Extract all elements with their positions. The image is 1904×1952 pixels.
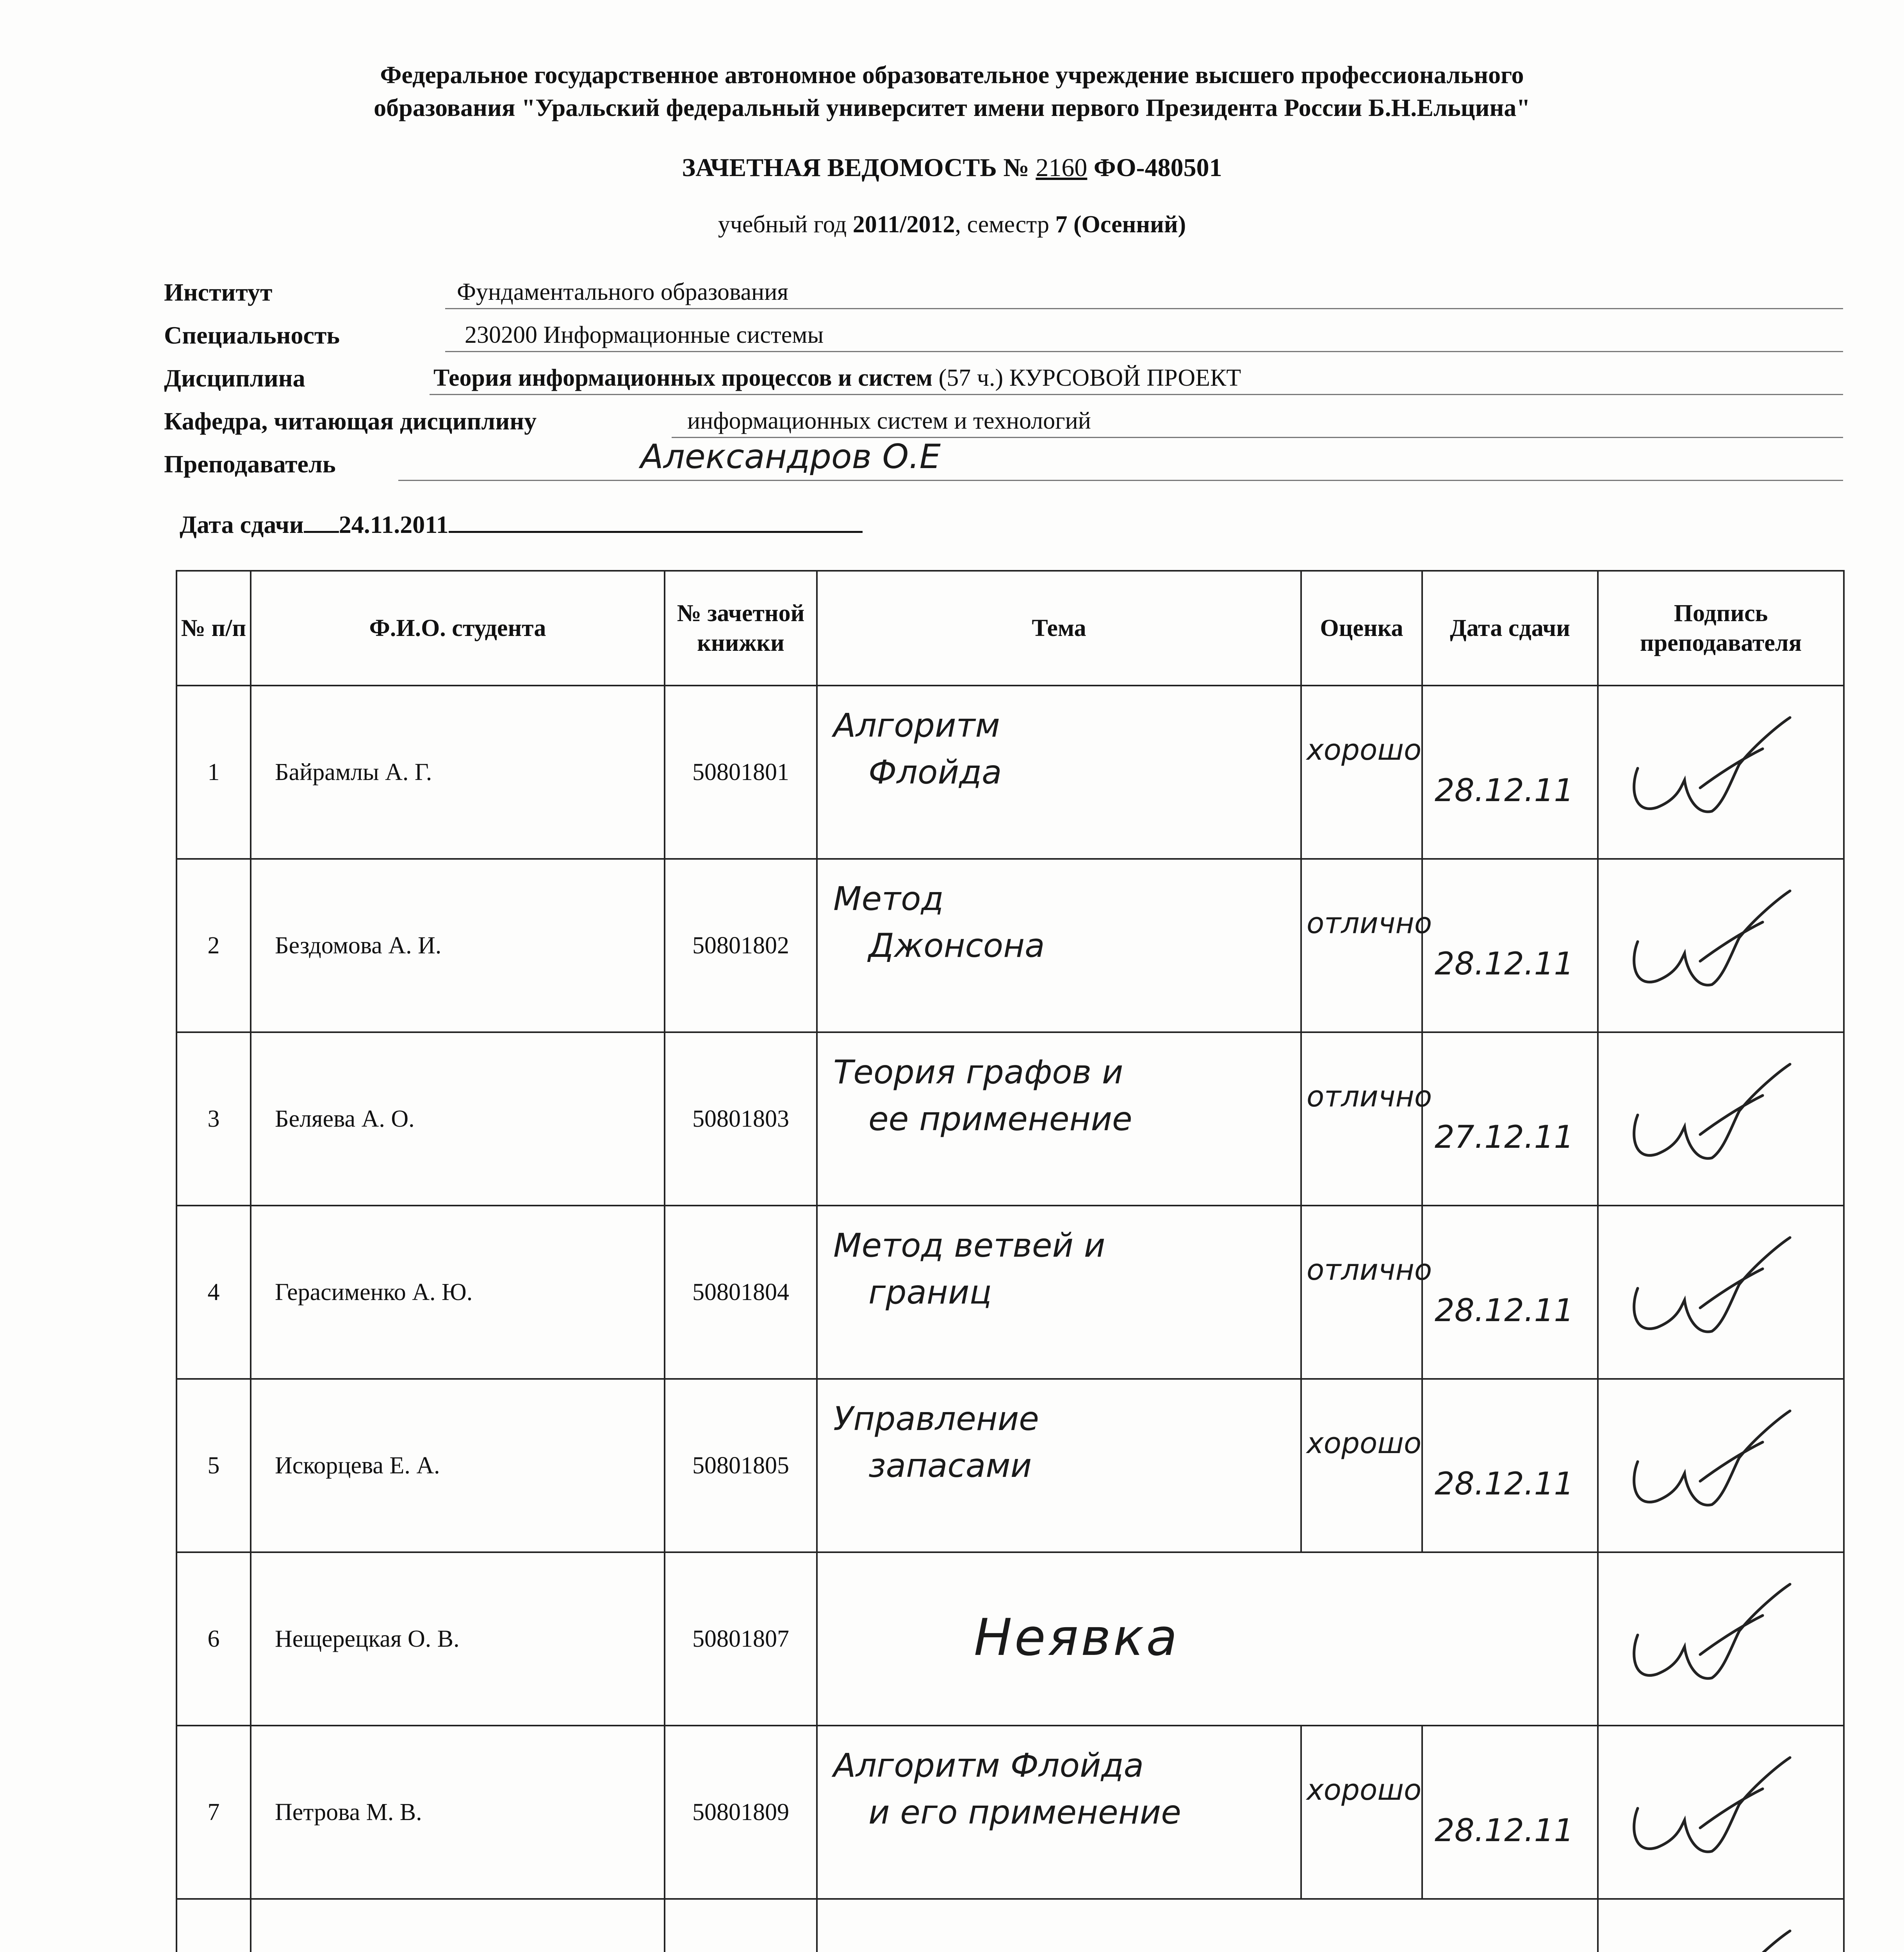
topic-line-1: Управление xyxy=(833,1400,1039,1438)
org-line-1: Федеральное государственное автономное образовательное учреждение высшего профессионального xyxy=(380,61,1524,89)
student-name: Петрова М. В. xyxy=(251,1726,665,1899)
date-text: 27.12.11 xyxy=(1435,1119,1574,1155)
topic-line-2: Флойда xyxy=(868,753,1002,791)
date-text: 28.12.11 xyxy=(1435,1292,1574,1329)
row-num: 2 xyxy=(176,859,251,1032)
year-label: учебный год xyxy=(718,211,847,238)
teacher-label: Преподаватель xyxy=(164,450,336,478)
topic-line-2: границ xyxy=(868,1273,992,1311)
field-specialty xyxy=(164,312,1843,355)
grade-text: хорошо xyxy=(1307,1773,1422,1807)
institute-label: Институт xyxy=(164,278,273,306)
row-num: 4 xyxy=(176,1206,251,1379)
record-book-number: 50801807 xyxy=(665,1552,817,1726)
record-book-number: 50801803 xyxy=(665,1032,817,1206)
teacher-signature-icon xyxy=(1622,1923,1810,1952)
signature-cell xyxy=(1598,1899,1844,1952)
signature-cell xyxy=(1598,1206,1844,1379)
field-discipline xyxy=(164,355,1843,398)
semester: 7 (Осенний) xyxy=(1055,211,1186,238)
date-label: Дата сдачи xyxy=(180,511,304,538)
teacher-line xyxy=(398,480,1843,481)
department-label: Кафедра, читающая дисциплину xyxy=(164,407,537,435)
teacher-signature-icon xyxy=(1622,1750,1810,1875)
table-row xyxy=(176,1552,1844,1726)
teacher-signature-icon xyxy=(1622,1230,1810,1355)
absent-cell xyxy=(817,1552,1598,1726)
record-book-number: 50801809 xyxy=(665,1726,817,1899)
grade-text: хорошо xyxy=(1307,733,1422,767)
signature-cell xyxy=(1598,1379,1844,1552)
date-post-line xyxy=(449,508,863,533)
teacher-signature-icon xyxy=(1622,1576,1810,1701)
topic-text xyxy=(833,702,1002,796)
topic-text xyxy=(833,1049,1132,1142)
topic-cell xyxy=(817,859,1301,1032)
discipline-value xyxy=(433,364,1241,392)
document-title xyxy=(0,153,1904,183)
topic-line-2: Джонсона xyxy=(868,926,1045,965)
topic-line-1: Теория графов и xyxy=(833,1053,1123,1091)
table-header-row xyxy=(176,571,1844,686)
row-num: 5 xyxy=(176,1379,251,1552)
topic-line-1: Алгоритм Флойда xyxy=(833,1746,1144,1785)
field-department xyxy=(164,398,1843,441)
institute-value: Фундаментального образования xyxy=(457,279,788,305)
table-row xyxy=(176,1379,1844,1552)
students-table xyxy=(176,570,1845,1952)
semester-label: , семестр xyxy=(955,211,1049,238)
record-book-number: 50801804 xyxy=(665,1206,817,1379)
student-name: Бездомова А. И. xyxy=(251,859,665,1032)
topic-cell xyxy=(817,1379,1301,1552)
date-cell xyxy=(1422,1726,1598,1899)
grade-cell xyxy=(1301,686,1422,859)
discipline-hours-type: (57 ч.) КУРСОВОЙ ПРОЕКТ xyxy=(938,365,1241,391)
header-date: Дата сдачи xyxy=(1422,571,1598,686)
header-name: Ф.И.О. студента xyxy=(251,571,665,686)
institute-line xyxy=(445,308,1843,309)
date-cell xyxy=(1422,1032,1598,1206)
topic-line-1: Метод ветвей и xyxy=(833,1226,1105,1265)
topic-text xyxy=(833,1742,1181,1836)
org-line-2: образования "Уральский федеральный университет имени первого Президента России Б.Н.Ельцина" xyxy=(374,94,1530,121)
table-row xyxy=(176,1726,1844,1899)
signature-cell xyxy=(1598,1552,1844,1726)
student-name: Нещерецкая О. В. xyxy=(251,1552,665,1726)
signature-cell xyxy=(1598,686,1844,859)
topic-line-2: и его применение xyxy=(868,1793,1181,1831)
topic-text xyxy=(833,1395,1039,1489)
date-value: 24.11.2011 xyxy=(339,511,449,538)
grade-cell xyxy=(1301,1379,1422,1552)
row-num: 7 xyxy=(176,1726,251,1899)
absent-cell xyxy=(817,1899,1598,1952)
teacher-signature-icon xyxy=(1622,1056,1810,1181)
teacher-signature-name: Александров О.Е xyxy=(640,437,941,476)
student-name: Герасименко А. Ю. xyxy=(251,1206,665,1379)
table-row xyxy=(176,1206,1844,1379)
topic-cell xyxy=(817,686,1301,859)
row-num: 3 xyxy=(176,1032,251,1206)
student-name: Беляева А. О. xyxy=(251,1032,665,1206)
submission-date-row xyxy=(180,508,863,539)
record-book-number: 50801802 xyxy=(665,859,817,1032)
topic-line-1: Алгоритм xyxy=(833,706,1000,744)
academic-year: 2011/2012 xyxy=(852,211,955,238)
date-text: 28.12.11 xyxy=(1435,1812,1574,1849)
student-name xyxy=(251,1899,665,1952)
date-text: 28.12.11 xyxy=(1435,1466,1574,1502)
header-grade: Оценка xyxy=(1301,571,1422,686)
topic-text xyxy=(833,875,1045,969)
grade-text: отлично xyxy=(1307,907,1432,940)
signature-cell xyxy=(1598,1032,1844,1206)
department-value: информационных систем и технологий xyxy=(687,408,1091,434)
header-sign: Подпись преподавателя xyxy=(1598,571,1844,686)
date-cell xyxy=(1422,859,1598,1032)
specialty-value: 230200 Информационные системы xyxy=(465,322,824,348)
grade-text: отлично xyxy=(1307,1253,1432,1287)
academic-year-line xyxy=(0,211,1904,239)
table-row xyxy=(176,686,1844,859)
date-pre-line xyxy=(304,508,339,533)
table-row xyxy=(176,1032,1844,1206)
row-num: 1 xyxy=(176,686,251,859)
date-cell xyxy=(1422,1379,1598,1552)
teacher-signature-icon xyxy=(1622,1403,1810,1528)
table-row xyxy=(176,1899,1844,1952)
topic-cell xyxy=(817,1032,1301,1206)
record-book-number: 50801801 xyxy=(665,686,817,859)
grade-cell xyxy=(1301,1032,1432,1206)
row-num xyxy=(176,1899,251,1952)
date-text: 28.12.11 xyxy=(1435,946,1574,982)
discipline-name: Теория информационных процессов и систем xyxy=(433,365,933,391)
sheet-number: 2160 xyxy=(1036,153,1087,182)
grade-cell xyxy=(1301,1206,1432,1379)
header-book: № зачетной книжки xyxy=(665,571,817,686)
topic-cell xyxy=(817,1206,1301,1379)
date-cell xyxy=(1422,1206,1598,1379)
sheet-code: ФО-480501 xyxy=(1093,153,1222,182)
row-num: 6 xyxy=(176,1552,251,1726)
discipline-line xyxy=(430,394,1843,395)
record-book-number: 50801805 xyxy=(665,1379,817,1552)
topic-line-2: ее применение xyxy=(868,1100,1132,1138)
date-cell xyxy=(1422,686,1598,859)
field-teacher xyxy=(164,437,1843,484)
date-text: 28.12.11 xyxy=(1435,772,1574,809)
grade-text: хорошо xyxy=(1307,1427,1422,1460)
field-institute xyxy=(164,269,1843,312)
specialty-line xyxy=(445,351,1843,352)
grade-cell xyxy=(1301,859,1432,1032)
student-name: Искорцева Е. А. xyxy=(251,1379,665,1552)
student-name: Байрамлы А. Г. xyxy=(251,686,665,859)
topic-cell xyxy=(817,1726,1301,1899)
teacher-signature-icon xyxy=(1622,883,1810,1008)
record-book-number xyxy=(665,1899,817,1952)
topic-text xyxy=(833,1222,1105,1316)
topic-line-2: запасами xyxy=(868,1446,1032,1485)
title-prefix: ЗАЧЕТНАЯ ВЕДОМОСТЬ № xyxy=(682,153,1029,182)
organization-name xyxy=(0,59,1904,124)
table-row xyxy=(176,859,1844,1032)
grade-cell xyxy=(1301,1726,1422,1899)
teacher-signature-icon xyxy=(1622,710,1810,835)
header-topic: Тема xyxy=(817,571,1301,686)
grade-text: отлично xyxy=(1307,1080,1432,1113)
signature-cell xyxy=(1598,859,1844,1032)
header-num: № п/п xyxy=(176,571,251,686)
discipline-label: Дисциплина xyxy=(164,364,305,392)
absent-mark: Неявка xyxy=(974,1608,1180,1667)
topic-line-1: Метод xyxy=(833,880,944,918)
signature-cell xyxy=(1598,1726,1844,1899)
specialty-label: Специальность xyxy=(164,321,340,349)
